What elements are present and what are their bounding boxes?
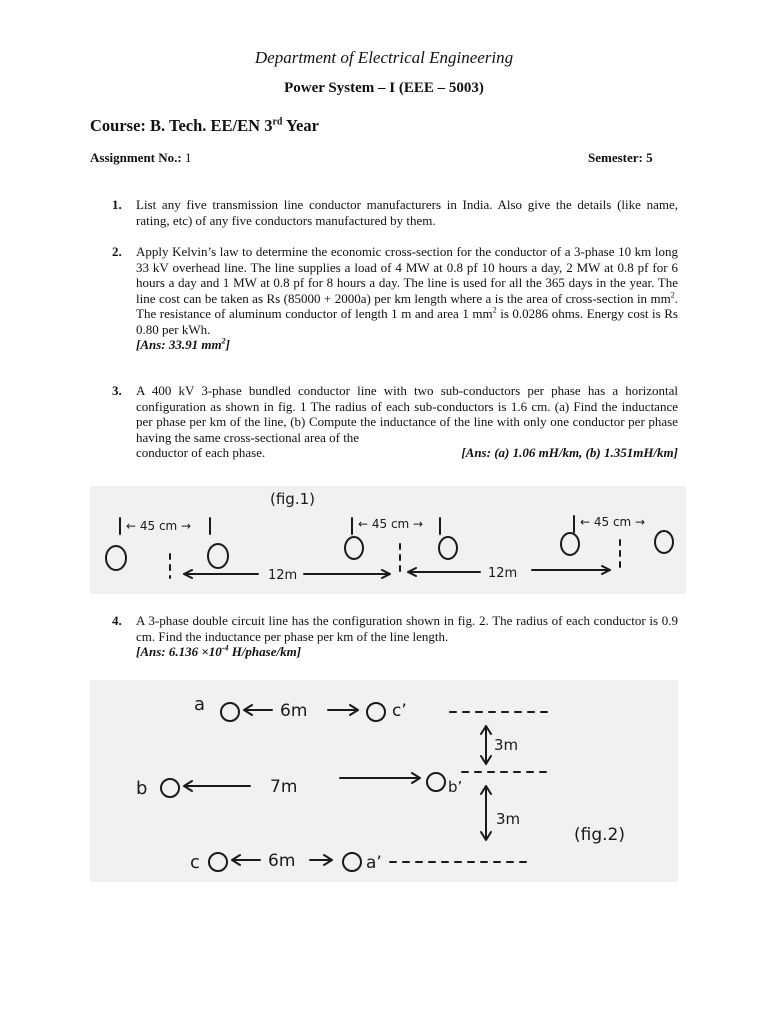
course-line: Course: B. Tech. EE/EN 3rd Year (90, 116, 319, 135)
answer: [Ans: 33.91 $mm^2$] (136, 336, 230, 352)
dimension-arrow (184, 570, 258, 578)
dimension-arrow (408, 568, 480, 576)
spacing-label: ← 45 cm → (358, 517, 424, 531)
question-text: List any five transmission line conductor manufacturers in India. Also give the details (like name, rating, etc) of any five conductors manufactured by them. (136, 197, 678, 228)
conductor-icon (161, 779, 179, 797)
conductor-icon (221, 703, 239, 721)
dimension-arrow (184, 781, 250, 791)
dimension-arrow (532, 566, 610, 574)
conductor-icon (561, 533, 579, 555)
question-number: 4. (112, 613, 122, 628)
spacing-label: 7m (270, 777, 298, 797)
spacing-label: 6m (280, 701, 308, 721)
question-number: 2. (112, 244, 122, 259)
vertical-dimension-arrow (481, 726, 491, 764)
dimension-arrow (340, 773, 420, 783)
assignment-number: Assignment No.: 1 (90, 150, 192, 165)
question-text: Apply Kelvin’s law to determine the economic cross-section for the conductor of a 3-phase 10 km long 33 kV overhead line. The line supplies a load of 4 MW at 0.8 pf 10 hours a day, 2 MW at 0.8 pf for 6 hours a day and 1 MW at 0.8 pf for 8 hours a day. The line is used for all the 365 days in the year. The line cost can be taken as Rs (85000 + 2000a) per km length where a is the area of cross-section in $mm^2$. The resistance of aluminum conductor of length 1 m and area 1 $mm^2$ is 0.0286 ohms. Energy cost is Rs 0.80 per kWh. [Ans: 33.91 $mm^2$] (136, 244, 678, 352)
conductor-icon (367, 703, 385, 721)
conductor-icon (208, 544, 228, 568)
dimension-arrow (310, 855, 332, 865)
conductor-icon (343, 853, 361, 871)
conductor-icon (439, 537, 457, 559)
conductor-icon (209, 853, 227, 871)
conductor-label: b’ (448, 778, 463, 796)
question-number: 1. (112, 197, 122, 212)
vertical-spacing-label: 3m (494, 736, 519, 754)
spacing-label: ← 45 cm → (126, 519, 192, 533)
answer: [Ans: (a) 1.06 mH/km, (b) 1.351mH/km] (461, 445, 678, 460)
vertical-spacing-label: 3m (496, 810, 521, 828)
answer: [Ans: $6.136 \times 10^{-4}$ H/phase/km] (136, 643, 302, 659)
spacing-label: 6m (268, 851, 296, 871)
question-1 (112, 197, 678, 228)
phase-spacing-label: 12m (268, 568, 298, 583)
conductor-label: c’ (392, 701, 407, 721)
figure-title: (fig.2) (574, 825, 625, 845)
spacing-label: ← 45 cm → (580, 515, 646, 529)
conductor-label: a (194, 694, 206, 715)
question-4 (112, 613, 678, 660)
question-2 (112, 244, 678, 353)
dimension-arrow (232, 855, 260, 865)
subject-title: Power System – I (EEE – 5003) (284, 80, 484, 96)
figure-1 (90, 486, 686, 594)
figure-2 (90, 680, 678, 882)
conductor-icon (345, 537, 363, 559)
conductor-icon (427, 773, 445, 791)
conductor-label: c (190, 852, 200, 873)
dimension-arrow (244, 705, 272, 715)
dimension-arrow (328, 705, 358, 715)
dimension-arrow (304, 570, 390, 578)
question-number: 3. (112, 383, 122, 398)
question-text: A 400 kV 3-phase bundled conductor line with two sub-conductors per phase has a horizontal configuration as shown in fig. 1 The radius of each sub-conductors is 1.6 cm. (a) Find the inductance per phase per km of the line, (b) Compute the inductance of the line with only one conductor per phase having the same cross-sectional area of the conductor of each phase. [Ans: (a) 1.06 mH/km, (b) 1.351mH/km] (136, 383, 678, 460)
phase-spacing-label: 12m (488, 566, 518, 581)
semester-label: Semester: 5 (588, 150, 653, 165)
conductor-label: a’ (366, 853, 382, 873)
question-3 (112, 383, 678, 461)
conductor-icon (655, 531, 673, 553)
conductor-icon (106, 546, 126, 570)
figure-title: (fig.1) (270, 490, 315, 508)
department-title: Department of Electrical Engineering (254, 48, 514, 67)
question-text: A 3-phase double circuit line has the configuration shown in fig. 2. The radius of each conductor is 0.9 cm. Find the inductance per phase per km of the line length. [Ans: $6.136 \times 10^{-4}$ H/phase/km] (136, 613, 678, 659)
conductor-label: b (136, 778, 148, 799)
vertical-dimension-arrow (481, 786, 491, 840)
